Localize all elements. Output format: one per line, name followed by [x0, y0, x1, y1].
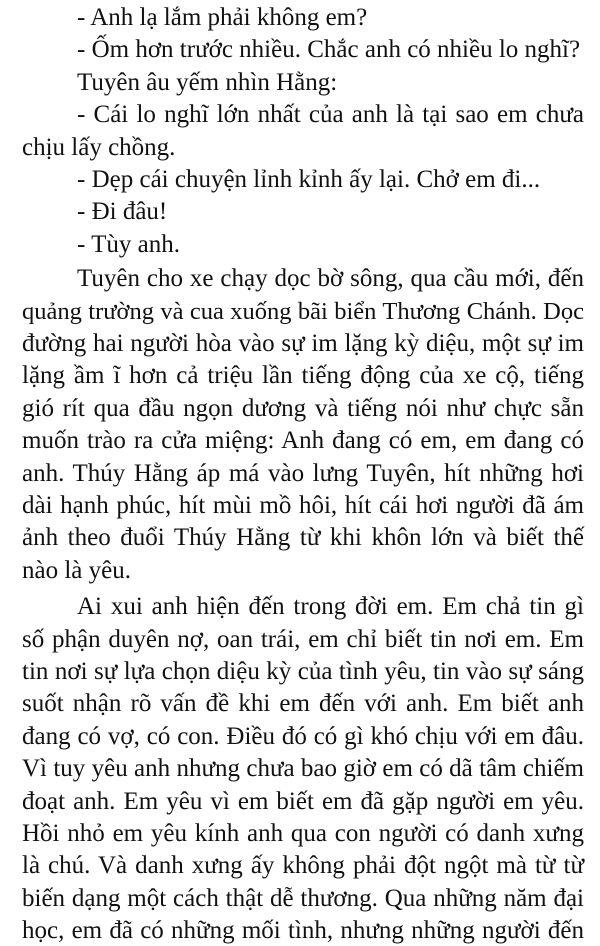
paragraph-line: gió rít qua đầu ngọn dương và tiếng nói như chực sẵn [22, 395, 584, 422]
narration-line: Tuyên âu yếm nhìn Hằng: [77, 69, 338, 96]
paragraph-line: muốn trào ra cửa miệng: Anh đang có em, em đang có [22, 427, 584, 454]
paragraph-line: lặng ầm ĩ hơn cả triệu lần tiếng động của xe cộ, tiếng [22, 362, 584, 389]
dialogue-line: - Cái lo nghĩ lớn nhất của anh là tại sao em chưa [77, 101, 584, 128]
dialogue-line: - Ốm hơn trước nhiều. Chắc anh có nhiều lo nghĩ? [77, 36, 581, 63]
dialogue-line: - Đi đâu! [77, 198, 168, 225]
paragraph-line: quảng trường và cua xuống bãi biển Thương Chánh. Dọc [22, 298, 584, 325]
paragraph-line: số phận duyên nợ, oan trái, em chỉ biết tin nơi em. Em [22, 626, 584, 653]
paragraph-line: tin nơi sự lựa chọn diệu kỳ của tình yêu, tin vào sự sáng [22, 658, 584, 685]
dialogue-line: - Anh lạ lắm phải không em? [77, 4, 368, 31]
paragraph-line: suốt nhận rõ vấn đề khi em đến với anh. Em biết anh [22, 690, 584, 717]
paragraph-line: Hồi nhỏ em yêu kính anh qua con người có danh xưng [22, 820, 584, 847]
paragraph-line: biến dạng một cách thật dễ thương. Qua những năm đại [22, 885, 584, 912]
paragraph-line: anh. Thúy Hằng áp má vào lưng Tuyên, hít những hơi [22, 460, 584, 487]
paragraph-line: Tuyên cho xe chạy dọc bờ sông, qua cầu mới, đến [77, 265, 584, 292]
paragraph-line: Ai xui anh hiện đến trong đời em. Em chả tin gì [77, 593, 584, 620]
dialogue-line: chịu lấy chồng. [22, 134, 176, 161]
paragraph-line: học, em đã có những mối tình, nhưng những người đến [22, 917, 584, 944]
paragraph-line: Vì tuy yêu anh nhưng chưa bao giờ em có dã tâm chiếm [22, 755, 584, 782]
paragraph-line: đoạt anh. Em yêu vì em biết em đã gặp người em yêu. [22, 788, 584, 815]
paragraph-line: nào là yêu. [22, 557, 131, 584]
paragraph-line: đang có vợ, có con. Điều đó có gì khó chịu với em đâu. [22, 723, 584, 750]
paragraph-line: dài hạnh phúc, hít mùi mồ hôi, hít cái hơi người đã ám [22, 492, 584, 519]
paragraph-line: đường hai người hòa vào sự im lặng kỳ diệu, một sự im [22, 330, 584, 357]
paragraph-line: là chú. Và danh xưng ấy không phải đột ngột mà từ từ [22, 852, 584, 879]
dialogue-line: - Dẹp cái chuyện lỉnh kỉnh ấy lại. Chở em đi... [77, 166, 541, 193]
paragraph-line: ảnh theo đuổi Thúy Hằng từ khi khôn lớn và biết thế [22, 524, 584, 551]
dialogue-line: - Tùy anh. [77, 231, 180, 258]
